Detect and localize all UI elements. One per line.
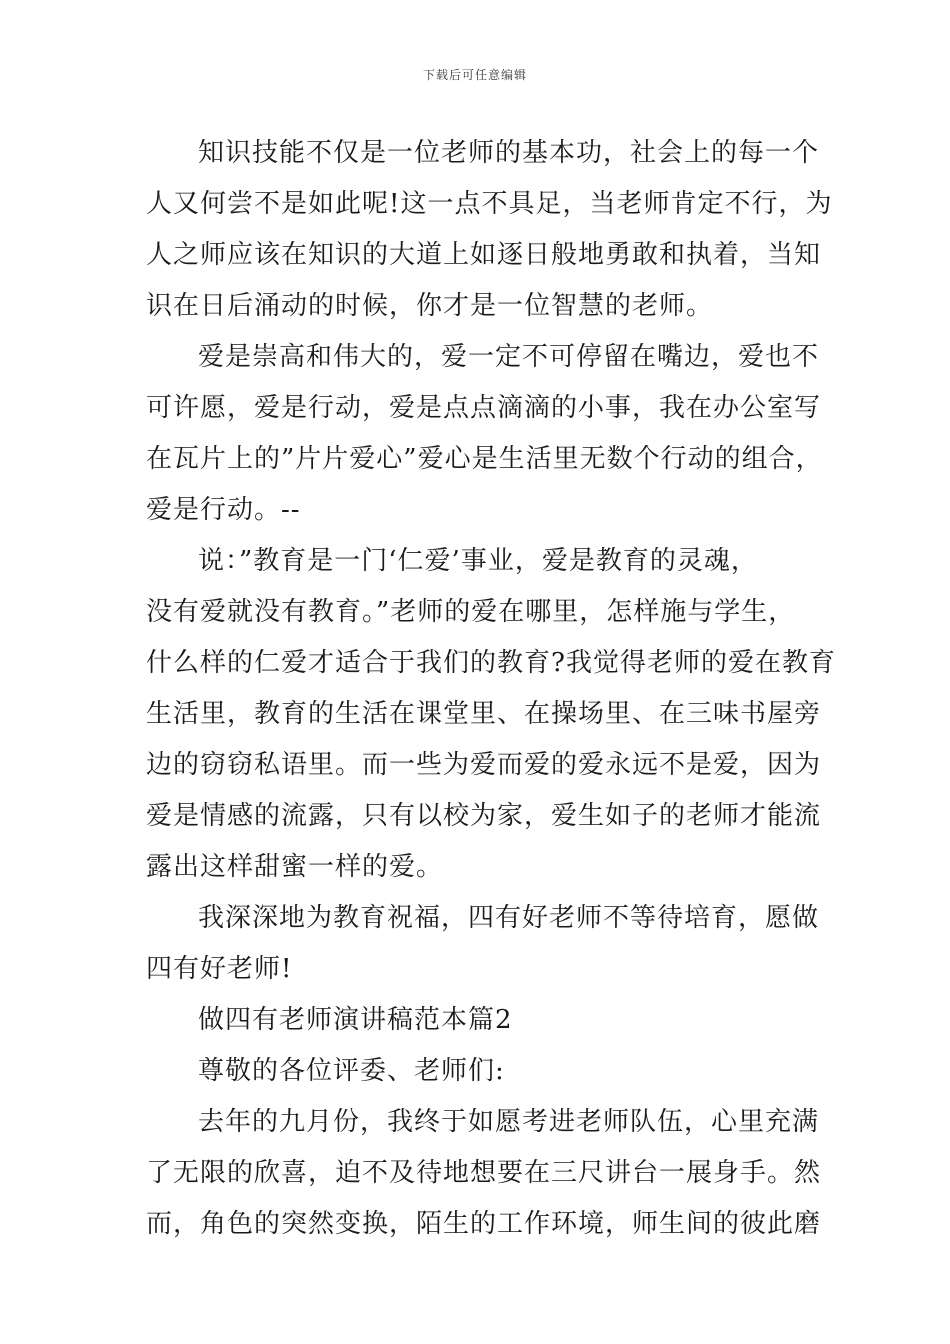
paragraph-line: 了无限的欣喜，迫不及待地想要在三尺讲台一展身手。然 xyxy=(146,1158,822,1188)
paragraph-line: 识在日后涌动的时候，你才是一位智慧的老师。 xyxy=(146,291,714,321)
paragraph-line: 四有好老师! xyxy=(146,954,293,984)
page-header: 下载后可任意编辑 xyxy=(422,68,527,82)
paragraph-line: 知识技能不仅是一位老师的基本功，社会上的每一个 xyxy=(198,138,820,168)
paragraph-line: 露出这样甜蜜一样的爱。 xyxy=(146,852,444,882)
paragraph-line: 爱是崇高和伟大的，爱一定不可停留在嘴边，爱也不 xyxy=(198,342,820,372)
paragraph-line: 说：”教育是一门‘仁爱’事业，爱是教育的灵魂， xyxy=(198,546,758,576)
paragraph-line: 可许愿，爱是行动，爱是点点滴滴的小事，我在办公室写 xyxy=(146,393,822,423)
paragraph-line: 而，角色的突然变换，陌生的工作环境，师生间的彼此磨 xyxy=(146,1209,822,1239)
paragraph-line: 我深深地为教育祝福，四有好老师不等待培育，愿做 xyxy=(198,903,820,933)
paragraph-line: 爱是行动。-- xyxy=(146,495,301,525)
paragraph-line: 没有爱就没有教育。”老师的爱在哪里，怎样施与学生， xyxy=(146,597,796,627)
document-body xyxy=(146,128,836,1250)
paragraph-line: 什么样的仁爱才适合于我们的教育?我觉得老师的爱在教育 xyxy=(146,648,836,678)
section-heading: 做四有老师演讲稿范本篇2 xyxy=(198,1005,513,1035)
paragraph-line: 爱是情感的流露，只有以校为家，爱生如子的老师才能流 xyxy=(146,801,822,831)
paragraph-line: 去年的九月份，我终于如愿考进老师队伍，心里充满 xyxy=(198,1107,820,1137)
paragraph-line: 边的窃窃私语里。而一些为爱而爱的爱永远不是爱，因为 xyxy=(146,750,822,780)
salutation: 尊敬的各位评委、老师们: xyxy=(198,1056,505,1086)
paragraph-line: 人之师应该在知识的大道上如逐日般地勇敢和执着，当知 xyxy=(146,240,822,270)
paragraph-line: 生活里，教育的生活在课堂里、在操场里、在三味书屋旁 xyxy=(146,699,822,729)
paragraph-line: 人又何尝不是如此呢!这一点不具足，当老师肯定不行，为 xyxy=(146,189,833,219)
paragraph-line: 在瓦片上的”片片爱心”爱心是生活里无数个行动的组合， xyxy=(146,444,823,474)
